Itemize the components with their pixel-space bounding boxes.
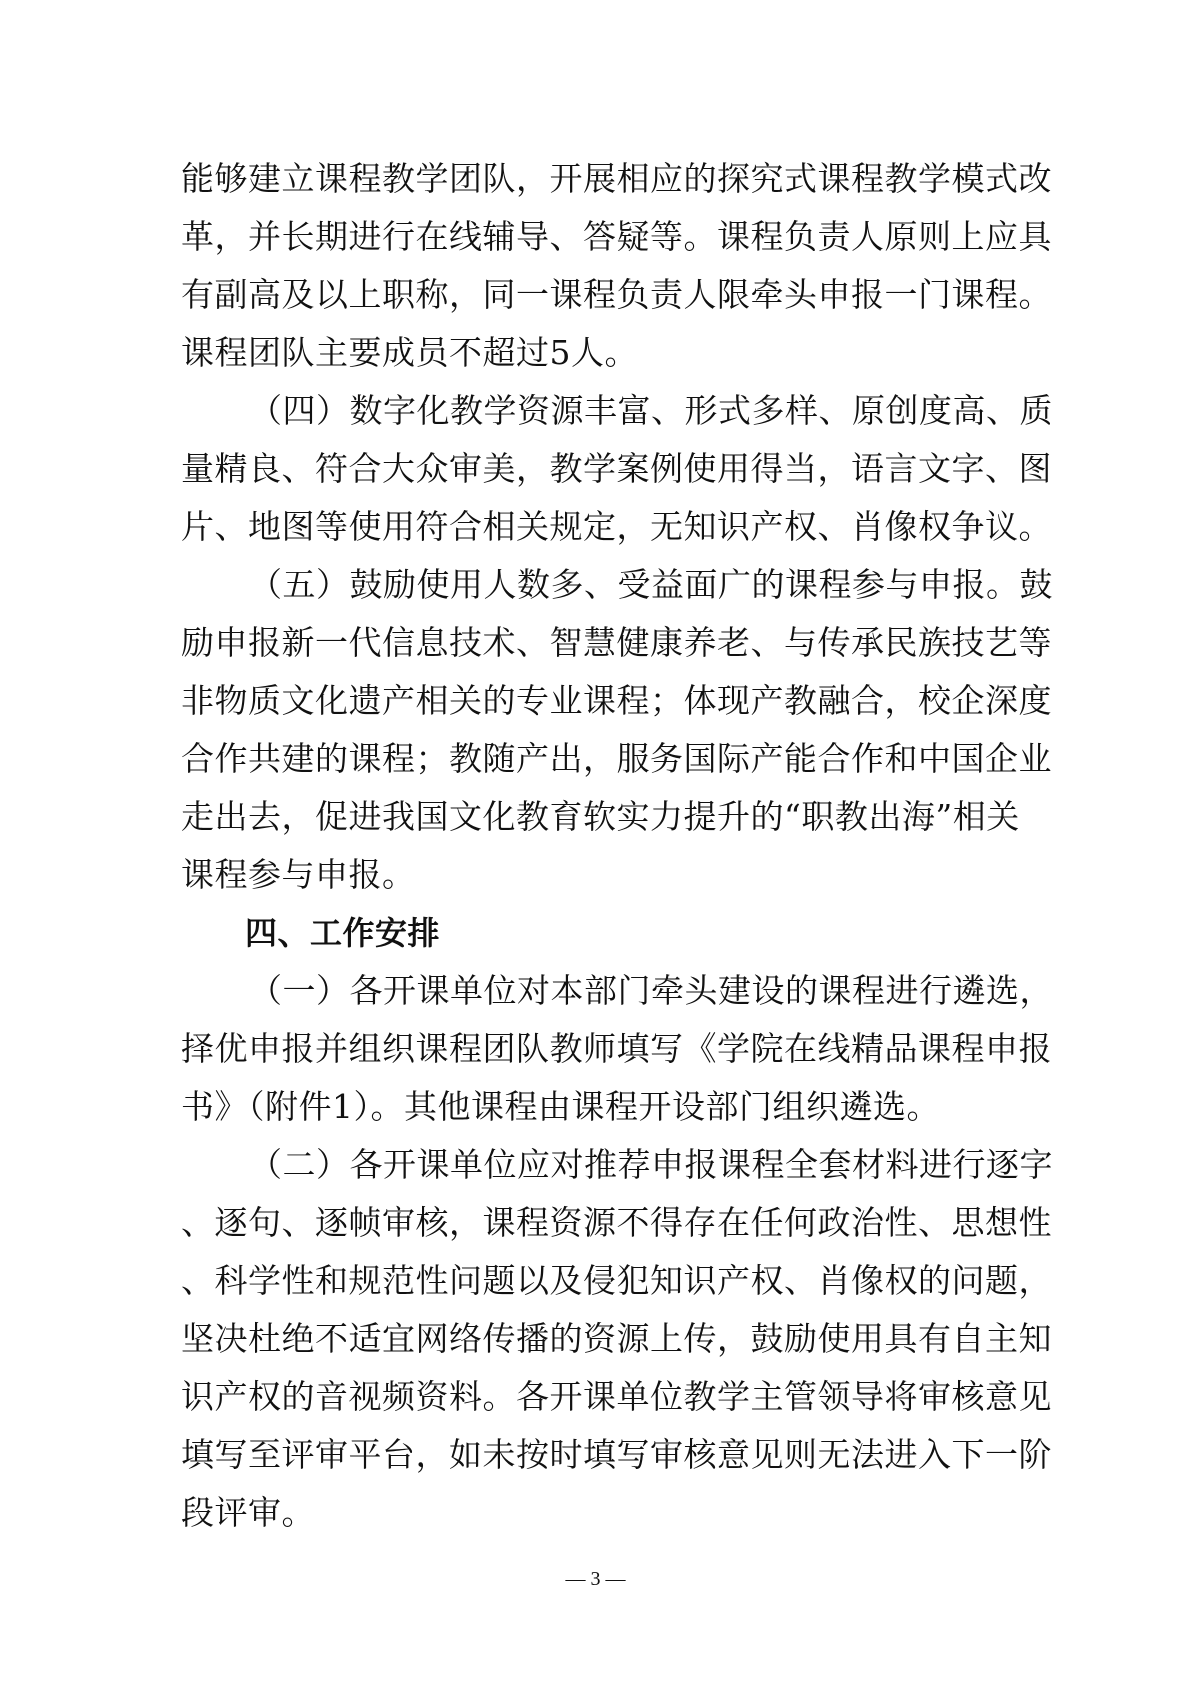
text-line: 、科学性和规范性问题以及侵犯知识产权、肖像权的问题，: [181, 1261, 1052, 1300]
text-line: 识产权的音视频资料。各开课单位教学主管领导将审核意见: [181, 1377, 1052, 1416]
text-line: （四）数字化教学资源丰富、形式多样、原创度高、质: [249, 391, 1053, 430]
text-line: 量精良、符合大众审美，教学案例使用得当，语言文字、图: [181, 449, 1052, 488]
text-line: 段评审。: [181, 1493, 315, 1532]
text-line: 合作共建的课程；教随产出，服务国际产能合作和中国企业: [181, 739, 1052, 778]
text-line: （五）鼓励使用人数多、受益面广的课程参与申报。鼓: [249, 565, 1053, 604]
text-line: 励申报新一代信息技术、智慧健康养老、与传承民族技艺等: [181, 623, 1052, 662]
text-line: 能够建立课程教学团队，开展相应的探究式课程教学模式改: [181, 159, 1052, 198]
text-line: 填写至评审平台，如未按时填写审核意见则无法进入下一阶: [181, 1435, 1052, 1474]
text-line: 课程参与申报。: [181, 855, 416, 894]
text-line: 非物质文化遗产相关的专业课程；体现产教融合，校企深度: [181, 681, 1052, 720]
section-heading: 四、工作安排: [245, 914, 441, 952]
text-line: 革，并长期进行在线辅导、答疑等。课程负责人原则上应具: [181, 217, 1052, 256]
text-line: 走出去，促进我国文化教育软实力提升的“职教出海”相关: [181, 797, 1020, 836]
text-line: 坚决杜绝不适宜网络传播的资源上传，鼓励使用具有自主知: [181, 1319, 1052, 1358]
text-line: （一）各开课单位对本部门牵头建设的课程进行遴选，: [249, 971, 1053, 1010]
text-line: 课程团队主要成员不超过5人。: [181, 333, 638, 372]
document-body: [181, 150, 1053, 1542]
page-number: — 3 —: [565, 1568, 626, 1590]
text-line: （二）各开课单位应对推荐申报课程全套材料进行逐字: [249, 1145, 1053, 1184]
text-line: 有副高及以上职称，同一课程负责人限牵头申报一门课程。: [181, 275, 1052, 314]
text-line: 择优申报并组织课程团队教师填写《学院在线精品课程申报: [181, 1029, 1052, 1068]
text-line: 书》（附件1）。其他课程由课程开设部门组织遴选。: [181, 1087, 940, 1126]
text-line: 片、地图等使用符合相关规定，无知识产权、肖像权争议。: [181, 507, 1052, 546]
text-line: 、逐句、逐帧审核，课程资源不得存在任何政治性、思想性: [181, 1203, 1052, 1242]
